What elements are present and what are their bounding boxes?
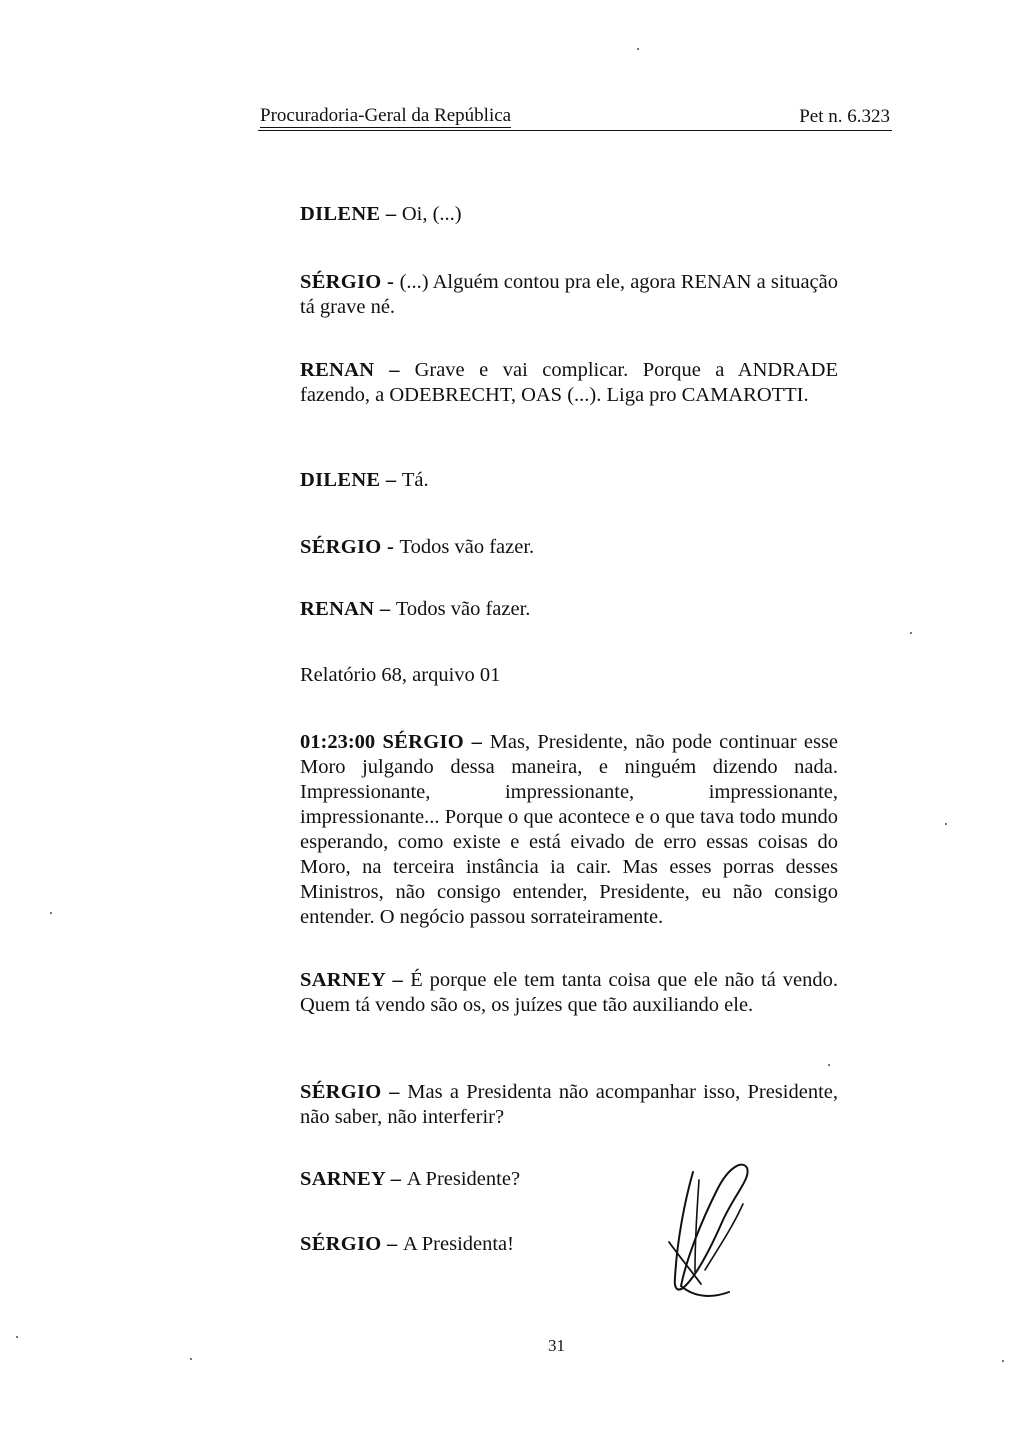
scan-speck (637, 48, 639, 50)
speaker-name: SARNEY (300, 1168, 386, 1190)
dialogue-line: SÉRGIO - (...) Alguém contou pra ele, agora RENAN a situação tá grave né. (300, 271, 839, 318)
speaker-name: SÉRGIO (300, 271, 382, 293)
dialogue-text: É porque ele tem tanta coisa que ele não tá vendo. Quem tá vendo são os, os juízes que tão auxiliando ele. (300, 969, 838, 1016)
dialogue-text: Mas, Presidente, não pode continuar esse Moro julgando dessa maneira, e ninguém dizendo nada. Impressionante, impressionante, impressionante, impressionante... Porque o que acontece e o que tava todo mundo esperando, como existe e está eivado de erro essas coisas do Moro, na terceira instância ia cair. Mas esses porras desses Ministros, não consigo entender, Presidente, eu não consigo entender. O negócio passou sorrateiramente. (300, 731, 839, 928)
speaker-name: DILENE (300, 469, 381, 491)
dialogue-text: Grave e vai complicar. Porque a ANDRADE fazendo, a ODEBRECHT, OAS (...). Liga pro CAMAROTTI. (300, 359, 838, 406)
scan-speck (16, 1336, 18, 1338)
dialogue-text: A Presidenta! (402, 1233, 514, 1255)
dialogue-line: RENAN – Grave e vai complicar. Porque a ANDRADE fazendo, a ODEBRECHT, OAS (...). Liga pro CAMAROTTI. (300, 359, 838, 406)
scan-speck (828, 1064, 830, 1066)
dialogue-text: (...) Alguém contou pra ele, agora RENAN a situação tá grave né. (300, 271, 839, 318)
signature-icon (655, 1160, 765, 1300)
dialogue-text: A Presidente? (406, 1168, 521, 1190)
page-header (258, 104, 892, 131)
scan-speck (945, 823, 947, 825)
institution-name: Procuradoria-Geral da República (260, 105, 512, 126)
dialogue-text: Mas a Presidenta não acompanhar isso, Presidente, não saber, não interferir? (300, 1081, 839, 1128)
dialogue-line: DILENE – Oi, (...) (300, 203, 462, 225)
dialogue-line: SARNEY – A Presidente? (300, 1168, 521, 1190)
speaker-name: RENAN (300, 598, 375, 620)
dialogue-line: SARNEY – É porque ele tem tanta coisa que ele não tá vendo. Quem tá vendo são os, os juízes que tão auxiliando ele. (300, 969, 838, 1016)
dialogue-line: SÉRGIO - Todos vão fazer. (300, 536, 535, 558)
case-reference: Pet n. 6.323 (799, 106, 890, 127)
dialogue-text: Todos vão fazer. (395, 598, 531, 620)
report-reference: Relatório 68, arquivo 01 (300, 664, 501, 686)
dialogue-text: Tá. (401, 469, 429, 491)
scan-speck (50, 912, 52, 914)
dialogue-line: RENAN – Todos vão fazer. (300, 598, 531, 620)
speaker-name: SÉRGIO (382, 731, 464, 753)
scan-speck (910, 632, 912, 634)
dialogue-line: 01:23:00 SÉRGIO – Mas, Presidente, não pode continuar esse Moro julgando dessa maneira, e ninguém dizendo nada. Impressionante, impressionante, impressionante, impressionante... Porque o que acontece e o que tava todo mundo esperando, como existe e está eivado de erro essas coisas do Moro, na terceira instância ia cair. Mas esses porras desses Ministros, não consigo entender, Presidente, eu não consigo entender. O negócio passou sorrateiramente. (300, 731, 839, 928)
dialogue-text: Todos vão fazer. (399, 536, 535, 558)
speaker-name: RENAN (300, 359, 375, 381)
dialogue-line: SÉRGIO – Mas a Presidenta não acompanhar isso, Presidente, não saber, não interferir? (300, 1081, 839, 1128)
speaker-name: SARNEY (300, 969, 386, 991)
dialogue-text: Oi, (...) (401, 203, 462, 225)
dialogue-line: DILENE – Tá. (300, 469, 429, 491)
scan-speck (1002, 1360, 1004, 1362)
speaker-name: DILENE (300, 203, 381, 225)
dialogue-line: SÉRGIO – A Presidenta! (300, 1233, 514, 1255)
timestamp: 01:23:00 (300, 731, 376, 753)
speaker-name: SÉRGIO (300, 536, 382, 558)
speaker-name: SÉRGIO (300, 1233, 382, 1255)
scan-speck (190, 1358, 192, 1360)
page-number: 31 (548, 1336, 565, 1355)
speaker-name: SÉRGIO (300, 1081, 382, 1103)
